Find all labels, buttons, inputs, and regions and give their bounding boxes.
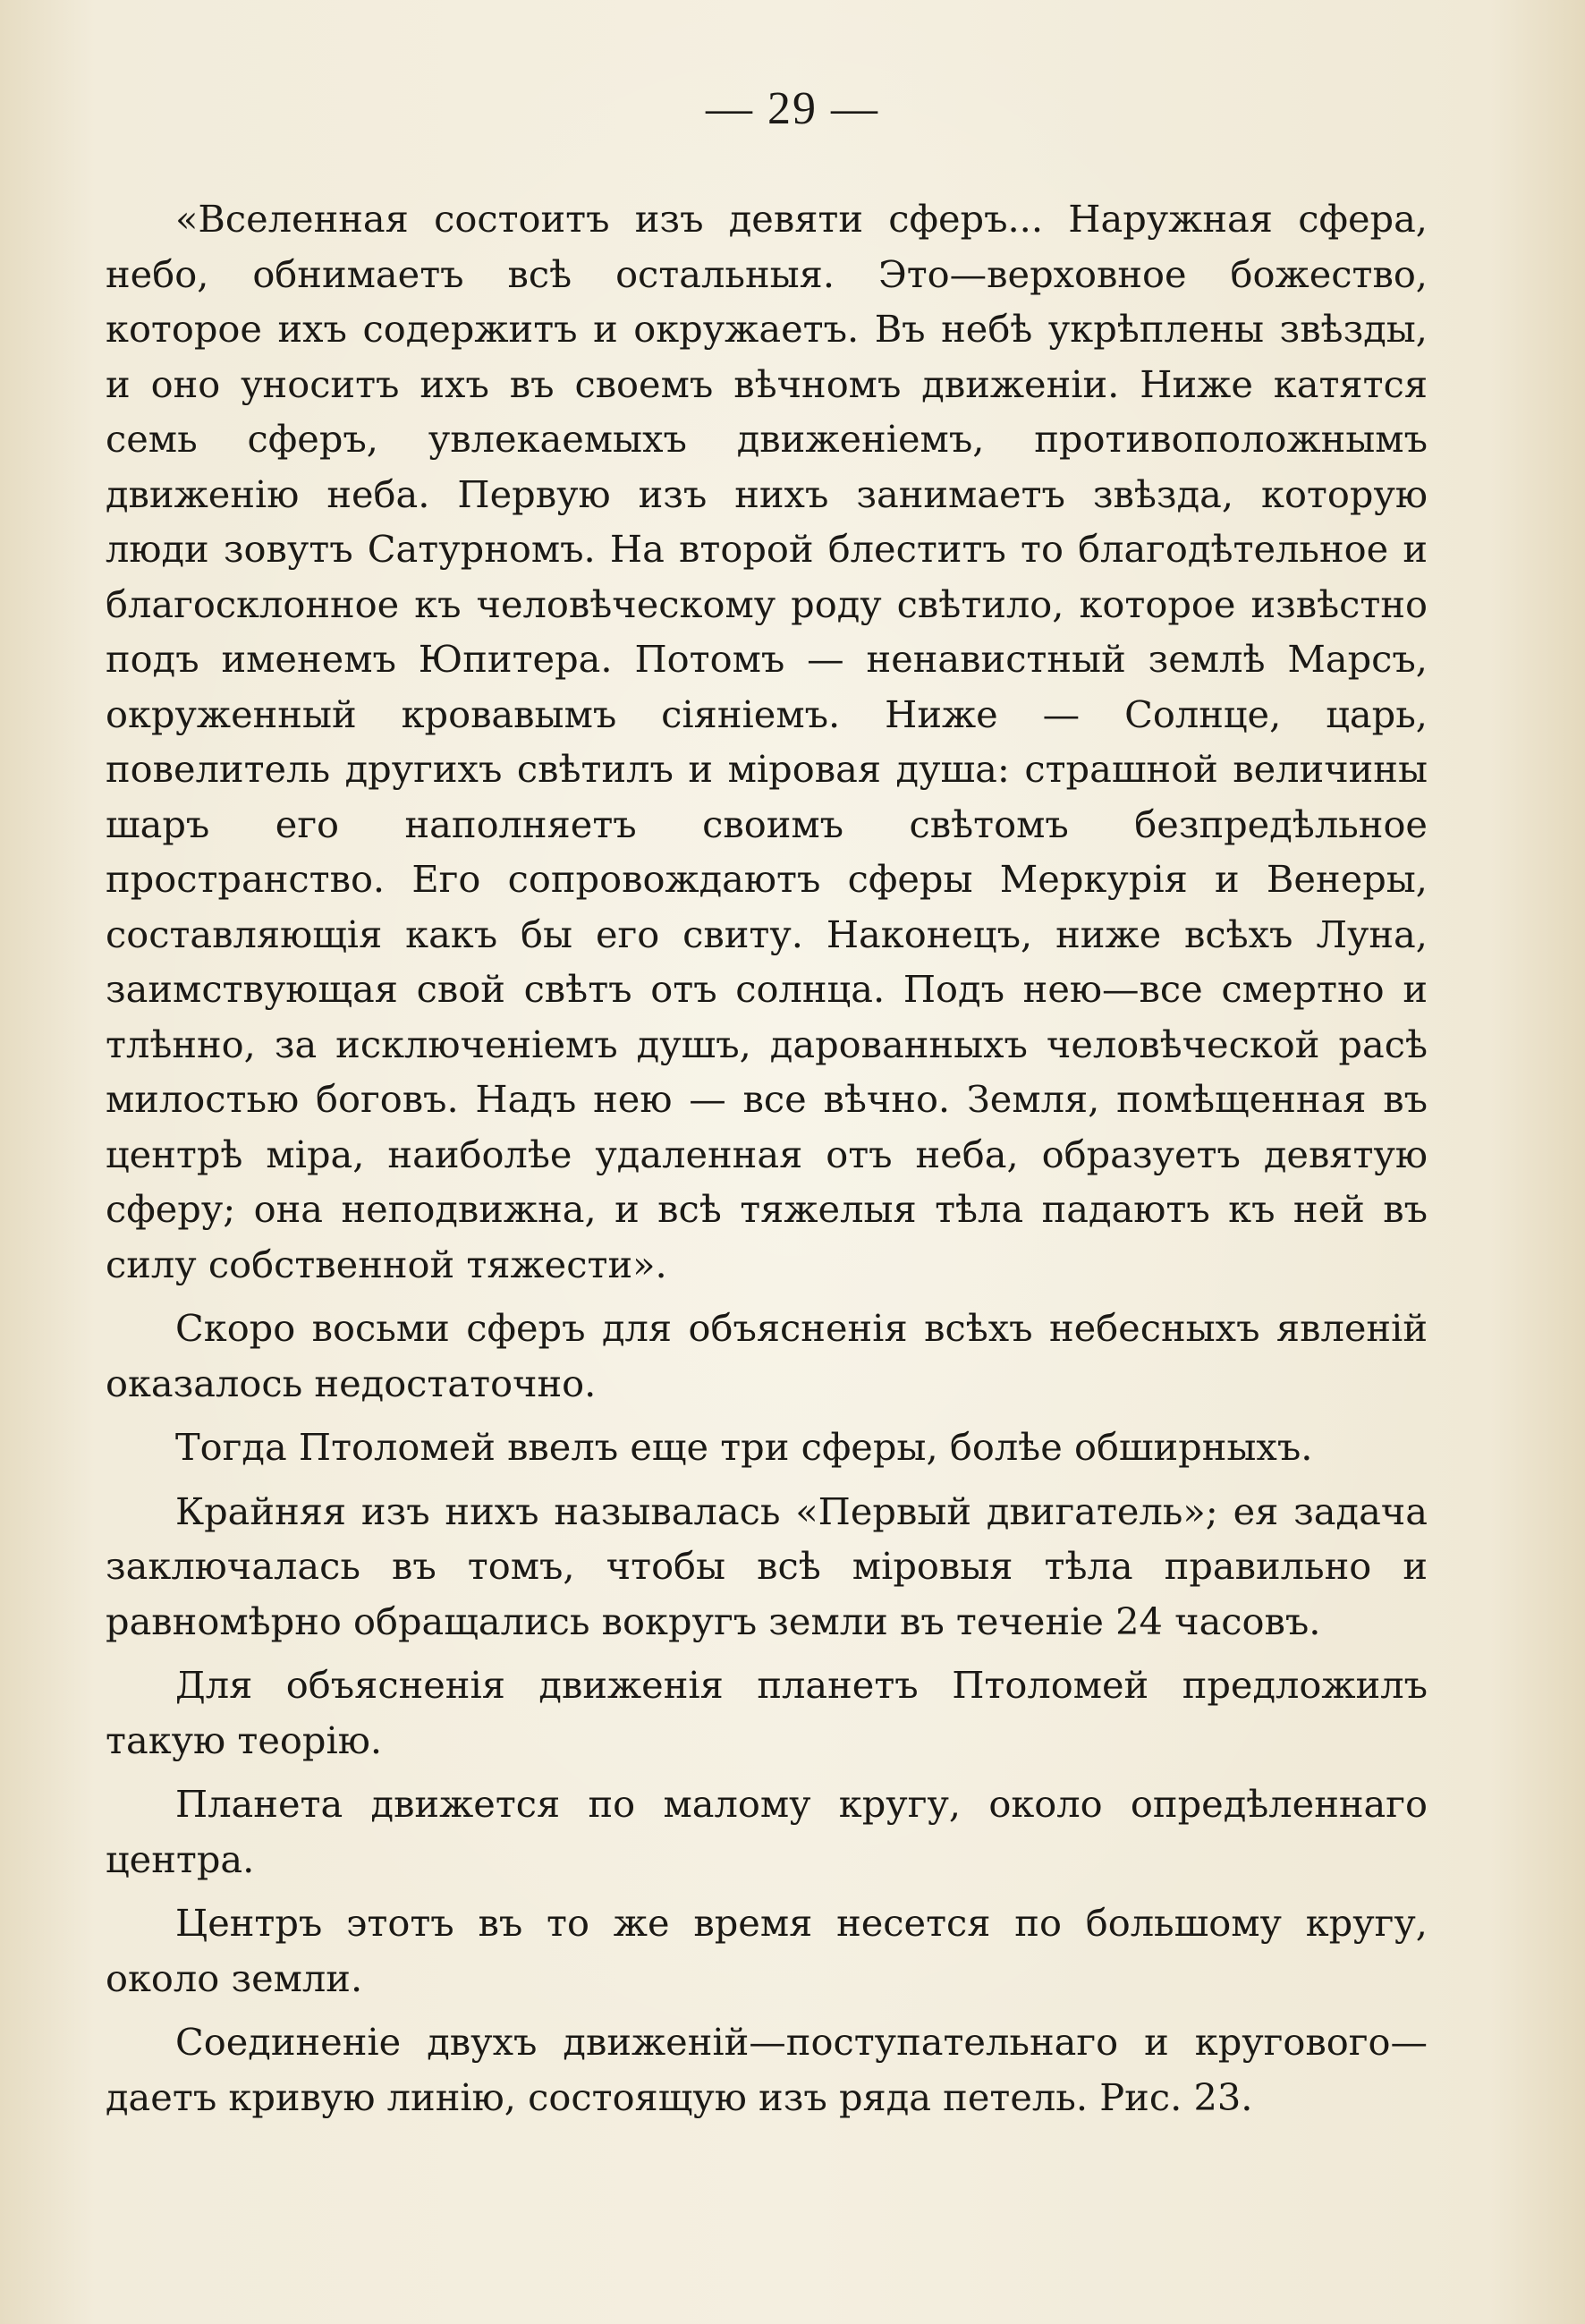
page-text — [106, 191, 1428, 2133]
paragraph-small-circle: Планета движется по малому кругу, около опредѣленнаго центра. — [106, 1782, 1428, 1881]
paragraph-eight-spheres: Скоро восьми сферъ для объясненія всѣхъ небесныхъ явленій оказалось недостаточно. — [106, 1306, 1428, 1405]
paragraph-ptolemy-spheres: Тогда Птоломей ввелъ еще три сферы, болѣе обширныхъ. — [175, 1425, 1313, 1469]
paragraph-prime-mover: Крайняя изъ нихъ называлась «Первый двигатель»; ея задача заключалась въ томъ, чтобы всѣ міровыя тѣла правильно и равномѣрно обращались вокругъ земли въ теченіе 24 часовъ. — [106, 1489, 1428, 1643]
paragraph-large-circle: Центръ этотъ въ то же время несется по большому кругу, около земли. — [106, 1901, 1428, 2000]
page-number: — 29 — — [706, 83, 879, 134]
paragraph-loops: Соединеніе двухъ движеній—поступательнаго и кругового—даетъ кривую линію, состоящую изъ ряда петель. Рис. 23. — [106, 2020, 1428, 2119]
paragraph-universe-quote: «Вселенная состоитъ изъ девяти сферъ... Наружная сфера, небо, обнимаетъ всѣ остальныя. Это—верховное божество, которое ихъ содержитъ и окружаетъ. Въ небѣ укрѣплены звѣзды, и оно уноситъ ихъ въ своемъ вѣчномъ движеніи. Ниже катятся семь сферъ, увлекаемыхъ движеніемъ, противоположнымъ движенію неба. Первую изъ нихъ занимаетъ звѣзда, которую люди зовутъ Сатурномъ. На второй блеститъ то благодѣтельное и благосклонное къ человѣческому роду свѣтило, которое извѣстно подъ именемъ Юпитера. Потомъ — ненавистный землѣ Марсъ, окруженный кровавымъ сіяніемъ. Ниже — Солнце, царь, повелитель другихъ свѣтилъ и міровая душа: страшной величины шаръ его наполняетъ своимъ свѣтомъ безпредѣльное пространство. Его сопровождаютъ сферы Меркурія и Венеры, составляющія какъ бы его свиту. Наконецъ, ниже всѣхъ Луна, заимствующая свой свѣтъ отъ солнца. Подъ нею—все смертно и тлѣнно, за исключеніемъ душъ, дарованныхъ человѣческой расѣ милостью боговъ. Надъ нею — все вѣчно. Земля, помѣщенная въ центрѣ міра, наиболѣе удаленная отъ неба, образуетъ девятую сферу; она неподвижна, и всѣ тяжелыя тѣла падаютъ къ ней въ силу собственной тяжести». — [106, 197, 1428, 1286]
paragraph-planet-theory: Для объясненія движенія планетъ Птоломей предложилъ такую теорію. — [106, 1663, 1428, 1762]
